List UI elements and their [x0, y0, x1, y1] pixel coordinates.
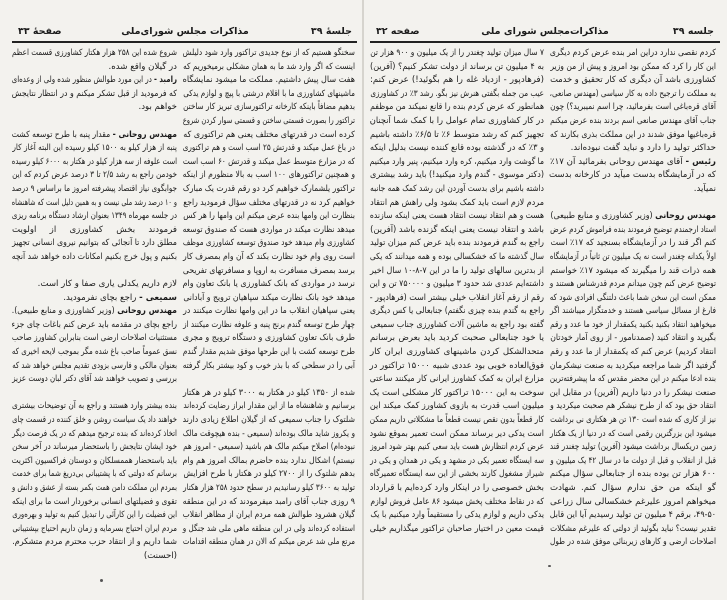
text-column-right — [550, 47, 716, 550]
text-line — [11, 305, 177, 319]
text-line: قره‌باغیها موفق شدند در این مملکت بذری بکارند که — [549, 129, 716, 140]
text-line: داشته‌ایم عددی شد حدود ۳ میلیون و ۷۵۰۰۰۰ تن و این — [369, 279, 544, 290]
text-line: چهار طرح توسعه گندم برنج پنبه و علوفه نظارت میکنند از — [183, 319, 355, 330]
text-line — [550, 197, 716, 211]
text-line: ماشینهای کشاورزی ما با اقلام درشتی با پیچ و لوازم یدکی — [183, 88, 355, 99]
text-line: تقوی و فضیلتهای انسانی برخوردار است ما برای اینکه — [11, 496, 177, 507]
speech-text: (احسنت) — [143, 550, 177, 561]
text-line: کار قطعاً بدون نقص نیست قطعاً ما مشکلاتی داریم ممکن — [369, 415, 544, 426]
text-line — [12, 265, 177, 279]
text-line: بنظارت این وامها بنده عرض میکنم این وامها را هر کس — [183, 211, 355, 222]
text-line: گرفتید اگر شما مراجعه میکردید به صنعت نیشکرمان — [549, 360, 716, 371]
text-line — [550, 142, 716, 156]
text-line: قیمت معین در اختیار صاحبان تراکتور میگذاریم خیلی — [369, 523, 544, 534]
speaker-name: مهندس روحانی - — [112, 129, 177, 140]
text-line: که در نقاط مختلف پخش میشود ۸۶ عامل فروش لوازم — [370, 496, 544, 507]
text-line: ۷ سال میزان تولید چغندر را از یک میلیون و ۹۰۰ هزار تن — [370, 48, 544, 58]
text-line: خواهیم کرد نه در قدرتهای مختلف سؤال فرمودید راجع — [183, 197, 355, 208]
text-line: میدهد نظارت میکند در مواردی هست که صندوق توسعه — [182, 224, 355, 235]
text-line: بررسی و تصویب خواهند شد آقای دکتر لبان دوست عزیز — [12, 374, 178, 385]
text-line: به مملکت را ترجیح داده به کار سیاسی (مهندس صانعی، — [549, 88, 716, 99]
text-line: بدهیم مضافاً باینکه کارخانه تراکتورسازی تبریز کار ساختن — [183, 102, 355, 113]
text-line: سال گذشته ما که خشکسالی بوده و همه میدانند که یکی — [369, 251, 544, 262]
text-line: در کار کشاورزی تمام عوامل را با کمک شما آنچنان — [369, 115, 544, 126]
text-line: باشد و انتقاد نیست یعنی اینکه گزنده باشد (آفرین) — [370, 224, 544, 235]
page-number: صفحه ۳۲ — [376, 26, 420, 37]
left-page — [0, 0, 363, 600]
text-line: میلیون اسب قدرت به بازوی کشاورز کمک میکند این — [369, 401, 544, 412]
speech-text: لازم داریم یکدلی یاری صفا و کار است. — [37, 279, 177, 290]
text-line: استاد ارجمندم توضیح فرمودند بنده فراموش کردم عرض — [550, 224, 716, 235]
text-line: مردم ایران احتیاج بسرمایه و زمان داریم احتیاج بپشتیبانی — [12, 523, 178, 534]
text-line: میخواهم امروز علیرغم خشکسالی سال زراعی — [550, 496, 716, 507]
page-header — [372, 26, 718, 40]
text-line: تقدیر نیست؟ نباید بگوئید از دولتی که علیرغم مشکلات — [550, 523, 716, 534]
text-line: اولاً یکدانه چغندر است نه یک میلیون تن ثانیاً در آزمایشگاه — [549, 251, 716, 262]
text-line: شروع شده این ۲۵۸ هزار هکتار کشاورزی قسمت اعظم — [12, 48, 177, 58]
text-line: یدکی داریم و لوازم یدکی را مستقیماً وارد میکنیم با یک — [370, 510, 544, 521]
text-line: متحدالشکل کردن ماشینهای کشاورزی ایران کار — [370, 347, 544, 358]
text-line: سه ایستگاه تعمیر یکی در مشهد و یکی در همدان و یکی در — [370, 455, 544, 466]
text-line: زمین دریکسال برداشت میشود (آفرین) تولید چغندر قند — [549, 442, 716, 453]
text-line: که فرمودید از قبل تشکر میکنم و در انتظار نتایجش — [11, 88, 178, 99]
session-number: جلسهٔ ۳۹ — [310, 26, 352, 37]
text-line: (دکتر موسوی - گندم وارد میکنید!) باید رشد بیشتری — [370, 170, 544, 181]
text-line: نیستم) اشکال ندارد بنده حاضرم بمالک امروز هم وام — [182, 455, 355, 466]
text-line: عیب من جمله بگفتی هنرش نیز بگو. رشد ۳٪ در کشاورزی — [370, 88, 544, 99]
text-line: (فرهادپور - ازدیاد غله را هم بگوئید!) عرض کنم: — [370, 75, 544, 86]
text-line: و همچنین تراکتورهای ۱۰۰ اسب به بالا منظورم از اینکه — [182, 170, 355, 181]
text-line: سخنگو هستیم که از نوع جدیدی تراکتور وارد شود دلیلش — [182, 48, 355, 58]
text-line: اتخاذ کرده‌اند که بنده ترجیح میدهم که در یک فرصت دیگر — [12, 428, 177, 439]
text-column-left — [370, 47, 544, 536]
session-number: جلسه ۳۹ — [672, 26, 714, 37]
text-line: یعنی سپاهیان انقلاب ما در این وامها نظارت میکنند در — [183, 306, 355, 317]
text-line: رقم از رقم آغاز انقلاب خیلی بیشتر است (فرهادپور - — [369, 292, 544, 303]
text-line: باید باستحضار هممسلکان و دوستان فراکسیون اکثریت — [11, 455, 178, 466]
text-line — [550, 210, 716, 224]
speech-text: راجع بچای نفرمودید. — [63, 292, 137, 303]
publication-title: مذاکرات‌مجلس شورای ملی — [481, 26, 609, 37]
text-line — [12, 101, 177, 115]
text-line: نیز از کاری که شده است ۱۳۰ تن هر هکتاری نی برداشت — [550, 415, 716, 426]
text-line: برسانیم و شاهنشاه ما از این مقدار ابراز رضایت کرده‌اند — [183, 401, 355, 412]
text-line: گفته بود راجع به ماشین آلات کشاورزی جناب سمیعی — [370, 319, 544, 330]
text-line: مرتع ملی شد عرض میکنم که الان در همان منطقه اقدامات — [182, 537, 355, 548]
text-line: هست و هم انتقاد نیست انتقاد هست یعنی اینکه سازنده — [369, 211, 544, 222]
text-line: قبل از انقلاب و قبل از دولت ما در سال ۴۲ یک میلیون و — [550, 455, 716, 466]
text-line: صنعت نیشکر را در دنیا داریم (آفرین) در مقابل این — [549, 387, 716, 398]
text-line: شده از ۱۳۵۰ کیلو در هکتار به ۳۰۰۰ کیلو در هر هکتار — [182, 387, 355, 398]
text-line: شلتوک را جناب سمیعی که از گیلان اطلاع زیادی دارند — [182, 415, 355, 426]
text-line — [183, 373, 355, 387]
text-line: شیراز مشغول کارند بخشی از این سه ایستگاه تعمیرگاه — [369, 469, 544, 480]
page-header — [14, 26, 356, 40]
text-line: تجهیز کنم که رشد متوسط ۶٪ تا ۶/۵٪ داشته باشیم — [370, 129, 544, 140]
text-line: انتقاد حق بود که از طرح نیشکر هم صحبت میکردید و — [550, 401, 716, 412]
text-line: ما گوشت وارد میکنیم، کره وارد میکنیم، پنیر وارد میکنیم — [369, 156, 544, 167]
text-line — [550, 156, 716, 170]
text-line: مزارع ایران به کمک کشاورز ایرانی کار میکنند ساعتی — [369, 374, 544, 385]
speech-text: خواهم بود. — [138, 102, 177, 113]
text-line: از بدترین سالهای تولید را ما در این ۷-۸-۱۰ سال اخیر — [370, 265, 544, 276]
text-line: بنده بیشتر وارد هستند و راجع به آن توضیحات بیشتری — [12, 401, 178, 412]
speaker-name: رئیس - — [685, 156, 717, 167]
text-line: برسد بمصرف مسافرت به اروپا و مسافرتهای تفریحی — [182, 265, 355, 276]
text-line: راجع بچای در مقدمه باید عرض کنم باغات چای جزء — [11, 319, 177, 330]
text-line — [12, 61, 177, 75]
text-line: همه ذرات قند را میگیرند که میشود ۱۷٪ خواستم — [550, 265, 716, 276]
text-line — [12, 292, 177, 306]
text-line: تراکتور یلشمارک خواهیم کرد دو رقم قدرت یک مبارک — [182, 183, 355, 194]
text-line — [11, 129, 177, 143]
text-line: گو اینکه من حق ندارم سؤال کنم. شهادت — [550, 483, 716, 493]
text-line: این فضیلت را این کارآئی را تبدیل کنیم به تولید و بهره‌وری — [12, 510, 177, 521]
text-line: طرف بانک تعاون کشاورزی و دستگاه ترویج و مجری — [182, 333, 355, 344]
text-line: نسق عموماً صاحب باغ شده مگر بموجب لایحه اخیری که — [11, 347, 178, 358]
text-line: که در آزمایشگاه بدست میآید در کارخانه بدست — [548, 170, 716, 181]
text-column-right — [183, 47, 355, 550]
text-line: استفاده کرده‌اند ولی در این منطقه ماهی ملی شد جنگل و — [182, 523, 355, 534]
header-rule — [370, 41, 720, 43]
text-line: بدهم شلتوک را از ۲۷۰۰ کیلو در هکتار با طرح افزایش — [183, 469, 355, 480]
text-line: هفت سال پیش داشتیم. مملکت ما میشود نمایشگاه — [182, 75, 355, 86]
text-line: این کار را کرد که ممکن بود امروز و پیش از من وزیر — [550, 61, 716, 72]
page-number: صفحهٔ ۳۳ — [18, 26, 62, 37]
text-line: مستثنیات اصلاحات ارضی است بنابراین کشاورز صاحب — [11, 333, 177, 344]
text-line: مردم لازم است باید کمک بشود ولی راهش هم انتقاد — [370, 197, 544, 208]
speech-text: نمیآید. — [693, 183, 716, 194]
text-line: همانطور که عرض کردم بنده را قانع نمیکند من موظفم — [370, 102, 544, 113]
text-column-left — [12, 47, 177, 564]
text-line: سوخت به این ۱۵۰۰۰ تراکتور کار مشکلی است یک — [369, 387, 544, 398]
speech-text: در گیلان واقع شده. — [108, 61, 177, 72]
text-line: فوق‌العاده خوبی بود عددی شبیه ۱۵۰۰۰ تراکتور در — [369, 360, 544, 371]
text-line: گیلان هشرود طوالش همه مردم ایران از مظاهر انقلاب — [182, 510, 355, 521]
text-line: توضیح عرض کنم چون میدانم مردم قدرشناس هستند و — [549, 279, 716, 290]
text-line: و ۱۰ درصد رشد ملی نیست و به همین دلیل است که شاهنشاه — [11, 197, 177, 208]
publication-title: مذاکرات مجلس شورای‌ملی — [121, 26, 249, 37]
text-line: تولید به ۳۶۰۰ کیلو رسانیدیم در سطح حدود ۲۵۸ هزار هکتار — [183, 483, 355, 493]
text-line: میشود این بزرگترین رقمی است که در دنیا از یک هکتار — [549, 428, 716, 439]
text-line: خودمن راجع به رشد ۲/۵ تا ۳ درصد عرض کردم که این — [12, 170, 177, 181]
text-line: میدهد خود بانک نظارت میکند سپاهیان ترویج و آبادانی — [183, 292, 355, 303]
text-line: به ۴ میلیون تن برساند از دولت تشکر کنیم؟ (آفرین) — [370, 61, 544, 72]
text-line: ۶۰۰ هزار تن بوده بنده از جنابعالی سؤال میکنم — [549, 469, 716, 480]
text-line: است علوفه از سه هزار کیلو در هکتار به ۶۰۰۰ کیلو رسیده — [11, 156, 177, 167]
text-line: که در مزارع متوسط عمل میکند و قدرتش ۶۰ اسب است — [182, 156, 355, 167]
text-line: تراکتور را بصورت قسمتی ساختن و قسمتی سوار کردن شروع — [182, 115, 355, 126]
speaker-name: سمیعی - — [139, 292, 177, 303]
text-line: آبی را در سطحی که با بذر خوب و کود بیشتر بکار گرفته — [182, 360, 355, 371]
text-line: کنم اگر قند را در آزمایشگاه بسنجید که ۱۷٪ است — [550, 238, 716, 249]
text-line: انتقاد کردیم) عرض کنم که یکمقدار از ما عدد و رقم — [550, 347, 716, 358]
speech-text: آقای مهندس روحانی بفرمائید آن ۱۷٪ — [550, 156, 683, 167]
text-line: اینست که اگر وارد شد ما به همان مشکلی برمیخوریم که — [183, 61, 355, 72]
text-line: فارغ از مسائل سیاسی هستند و خدمتگزار میباشند اگر — [550, 306, 716, 317]
speech-text: (وزیر کشاورزی و منابع طبیعی) — [550, 211, 653, 222]
speech-text: حداکثر تولید را دارد و نباید گفت نبوده‌اند. — [570, 143, 716, 154]
text-line: داشته باشیم برای بدست آوردن این رشد کمک همه جانبه — [370, 183, 544, 194]
text-line — [12, 550, 177, 564]
text-line: طرح توسعه کشت با این طرحها موفق شدیم مقدار گندم — [182, 347, 355, 358]
text-line: بعنوان مالکی و فارسی بزودی تقدیم مجلس خواهد شد که — [12, 360, 177, 371]
text-line: پنبه از هزار کیلو به ۱۵۰۰ کیلو رسیده این البته آغاز کار — [12, 143, 177, 154]
text-line — [550, 183, 716, 197]
speech-text: در این مورد طوالش منظور شده ولی از وعده‌ای — [11, 75, 152, 86]
text-line: راجع به گندم فرمودند بنده باید عرض کنم میزان تولید — [370, 238, 544, 249]
text-line: نبوده‌ام) اصلاح میکنم مالک هم باشید (سمیعی - امروز هم — [183, 442, 355, 453]
text-line: برسانم که دولتی که با پشتیبانی بی‌دریغ شما برای خدمت — [12, 469, 178, 480]
text-line: بکنیم و پول خرج بکنیم امکانات داده خواهد شد آنچه — [11, 251, 178, 262]
text-line: شما داریم و از انتقاد حزب محترم مردم متشکرم. — [12, 537, 177, 548]
text-line: خود ایشان نتایجش را باستحضار میرساند در آخر سخن — [12, 442, 178, 453]
text-line: است روی وام خود نظارت بکند که آن وام بمصرف کار — [183, 251, 355, 262]
text-line: بمردم این مملکت دامن همت بکمر بسته از عشق و دانش و — [11, 483, 177, 493]
text-line: ۴۹-۵۰، برقم ۴ میلیون تن تولید رسیدیم آیا این قابل — [549, 510, 716, 521]
text-line: اصلاحات ارضی و کارهای زیربنائی موفق شده در طول — [549, 537, 716, 548]
text-line: است یدکی دیر برساند ممکن است تعمیر بموقع نشود — [369, 428, 544, 439]
text-line: میخواهید انتقاد بکنید بکنید یکمقدار از خود ما عدد و رقم — [550, 319, 716, 330]
text-line: فرمودند بخش کشاورزی از اولویت — [12, 224, 177, 235]
text-line — [11, 74, 177, 88]
text-line: کرده است در قدرتهای مختلف یعنی هم تراکتوری که — [183, 129, 355, 140]
header-rule — [12, 41, 357, 43]
text-line: و ۳٪ که در گذشته بوده قانع کننده نیست بدلیل اینکه — [370, 143, 544, 154]
text-line: عرض کردم انتظارش هست باید سعی کنیم بهتر شود امروز — [370, 442, 544, 453]
text-line: بخش خصوصی را در اینکار وارد کرده‌ایم با قرارداد — [369, 483, 544, 493]
text-line: در جلسه مهرماه ۱۳۴۹ بعنوان ارشاد دستگاه برنامه ریزی — [11, 211, 177, 222]
speaker-name: مهندس روحانی — [117, 306, 177, 317]
text-line: آقای قره‌باغی است بفرمائید، چرا اسم نمیبرید؟) چون — [550, 102, 716, 113]
speaker-name: رامبد - — [154, 75, 177, 86]
text-line: خواهند داد یک سیاست روشن و خلق کننده در قسمت چای — [12, 415, 177, 426]
text-line: جوابگوی نیاز اقتصاد پیشرفته امروز ما براساس ۹ درصد — [11, 183, 178, 194]
text-line: کشاورزی وام میدهد خود صندوق توسعه کشاورزی موظف — [182, 238, 355, 249]
speaker-name: مهندس روحانی — [655, 211, 716, 222]
text-line: مطلق دارد تا آنجائی که بتوانیم نیروی انسانی تجهیز — [12, 238, 177, 249]
text-line — [12, 387, 177, 401]
text-line: بنده ادعا میکنم در این محضر مقدس که ما پیشرفته‌ترین — [549, 374, 716, 385]
speech-text: (وزیر کشاورزی و منابع طبیعی). — [11, 306, 115, 317]
text-line: نرسد در مواردی که بانک کشاورزی یا بانک تعاون وام — [182, 279, 355, 290]
text-line: کردم نقصی ندارد دراین امر بنده عرض کردم دیگری — [549, 48, 716, 58]
text-line — [12, 278, 177, 292]
text-line: بگیرید و انتقاد کنید (صمدنامور - از روی آمار خودتان — [550, 333, 716, 344]
text-line: یا خود جنابعالی صحبت کردید باید بعرض برسانم — [370, 333, 544, 344]
text-line: جناب آقای مهندس صانعی اسم بردند بنده عرض میکنم — [550, 115, 716, 126]
scan-speck — [548, 565, 551, 567]
text-line — [12, 115, 177, 129]
text-line: ۹ روزی جناب آقای رامبد میفرمودند که در این منطقه — [182, 496, 355, 507]
scan-speck — [100, 579, 103, 582]
text-line: کشاورزی باشد آن دیگری که کار تحقیق و خدمت — [550, 75, 716, 86]
text-line: راجع به گندم بنده چیزی نگفتم) جنابعالی یا کس دیگری — [370, 306, 544, 317]
text-line: در باغ عمل میکند و قدرتش ۲۵ اسب است و هم تراکتوری — [182, 143, 355, 154]
speech-text: مقدار پنبه با طرح توسعه کشت — [11, 129, 111, 140]
text-line: و یکروز شاید مالک بوده‌اند (سمیعی - بنده هیچوقت مالک — [182, 428, 355, 439]
text-line: ممکن است این سخن شما باعث دلتنگی افرادی شود که — [549, 292, 716, 303]
right-page — [364, 0, 727, 600]
